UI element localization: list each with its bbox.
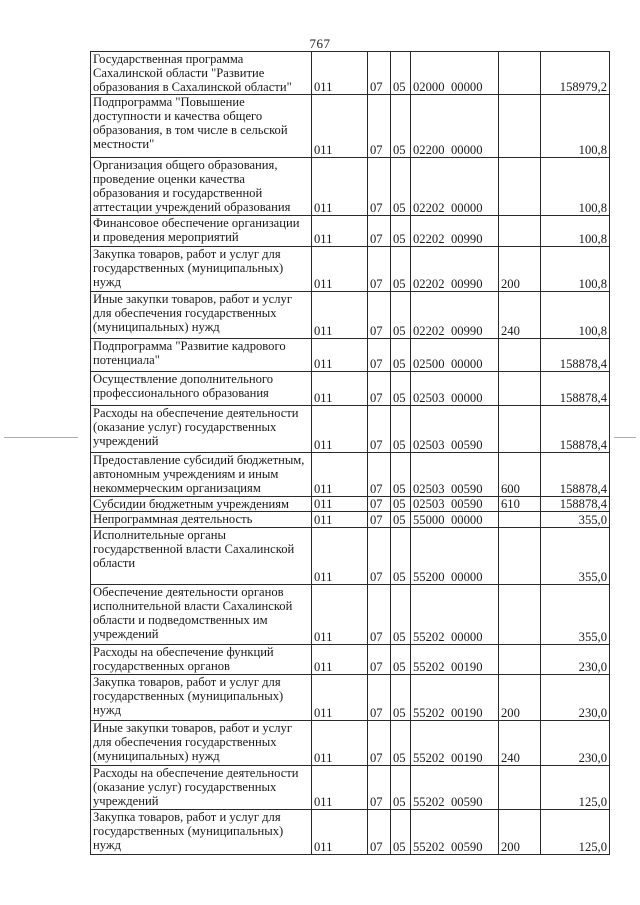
row-expense-type-code xyxy=(499,645,541,675)
row-target-article xyxy=(411,158,499,216)
row-amount: 158878,4 xyxy=(541,339,610,372)
row-target-direction-code: 00000 xyxy=(451,143,483,157)
row-amount: 355,0 xyxy=(541,528,610,585)
row-expense-type-code xyxy=(499,766,541,810)
row-subsection-code: 05 xyxy=(391,292,411,339)
row-expense-type-code xyxy=(499,406,541,453)
row-target-program-code: 55202 xyxy=(413,840,445,854)
row-target-direction-code: 00590 xyxy=(451,840,483,854)
budget-table xyxy=(90,51,610,855)
row-subsection-code: 05 xyxy=(391,645,411,675)
row-expense-type-code xyxy=(499,339,541,372)
row-target-direction-code: 00000 xyxy=(451,630,483,644)
row-ved-code: 011 xyxy=(312,512,368,528)
row-target-article xyxy=(411,585,499,645)
row-target-article xyxy=(411,247,499,292)
row-expense-type-code: 200 xyxy=(499,675,541,721)
row-target-article xyxy=(411,645,499,675)
row-section-code: 07 xyxy=(368,810,391,855)
table-row xyxy=(91,810,610,855)
row-target-direction-code: 00590 xyxy=(451,795,483,809)
table-row xyxy=(91,292,610,339)
row-expense-type-code xyxy=(499,372,541,406)
row-subsection-code: 05 xyxy=(391,339,411,372)
row-section-code: 07 xyxy=(368,292,391,339)
row-section-code: 07 xyxy=(368,406,391,453)
row-amount: 158878,4 xyxy=(541,372,610,406)
row-target-article xyxy=(411,810,499,855)
row-expense-type-code xyxy=(499,512,541,528)
row-name: Расходы на обеспечение деятельности (оказание услуг) государственных учреждений xyxy=(91,766,312,810)
row-expense-type-code xyxy=(499,585,541,645)
row-target-direction-code: 00190 xyxy=(451,660,483,674)
row-target-direction-code: 00590 xyxy=(451,497,483,511)
row-target-article xyxy=(411,766,499,810)
row-ved-code: 011 xyxy=(312,158,368,216)
row-expense-type-code: 240 xyxy=(499,292,541,339)
row-target-program-code: 55000 xyxy=(413,513,445,527)
row-ved-code: 011 xyxy=(312,52,368,95)
row-expense-type-code xyxy=(499,158,541,216)
row-target-program-code: 55202 xyxy=(413,630,445,644)
scan-artifact-left xyxy=(4,437,78,438)
row-subsection-code: 05 xyxy=(391,52,411,95)
row-subsection-code: 05 xyxy=(391,585,411,645)
row-subsection-code: 05 xyxy=(391,372,411,406)
row-subsection-code: 05 xyxy=(391,512,411,528)
row-target-program-code: 02503 xyxy=(413,391,445,405)
row-ved-code: 011 xyxy=(312,766,368,810)
row-section-code: 07 xyxy=(368,766,391,810)
row-name: Организация общего образования, проведение оценки качества образования и государственной аттестации учреждений образования xyxy=(91,158,312,216)
row-subsection-code: 05 xyxy=(391,453,411,497)
row-name: Предоставление субсидий бюджетным, автономным учреждениям и иным некоммерческим организациям xyxy=(91,453,312,497)
row-section-code: 07 xyxy=(368,372,391,406)
row-name: Осуществление дополнительного профессионального образования xyxy=(91,372,312,406)
row-target-direction-code: 00990 xyxy=(451,232,483,246)
row-ved-code: 011 xyxy=(312,810,368,855)
row-target-direction-code: 00590 xyxy=(451,438,483,452)
table-row xyxy=(91,52,610,95)
row-target-direction-code: 00000 xyxy=(451,570,483,584)
row-section-code: 07 xyxy=(368,512,391,528)
row-name: Подпрограмма "Развитие кадрового потенциала" xyxy=(91,339,312,372)
row-section-code: 07 xyxy=(368,721,391,766)
row-section-code: 07 xyxy=(368,95,391,158)
row-amount: 230,0 xyxy=(541,675,610,721)
row-target-program-code: 02503 xyxy=(413,497,445,511)
table-row xyxy=(91,528,610,585)
row-expense-type-code xyxy=(499,216,541,247)
row-amount: 158979,2 xyxy=(541,52,610,95)
row-target-direction-code: 00990 xyxy=(451,277,483,291)
row-expense-type-code: 240 xyxy=(499,721,541,766)
row-amount: 158878,4 xyxy=(541,406,610,453)
row-amount: 355,0 xyxy=(541,512,610,528)
row-ved-code: 011 xyxy=(312,95,368,158)
row-amount: 100,8 xyxy=(541,216,610,247)
row-ved-code: 011 xyxy=(312,645,368,675)
row-name: Расходы на обеспечение деятельности (оказание услуг) государственных учреждений xyxy=(91,406,312,453)
row-subsection-code: 05 xyxy=(391,810,411,855)
row-target-program-code: 55202 xyxy=(413,706,445,720)
table-row xyxy=(91,766,610,810)
row-expense-type-code xyxy=(499,52,541,95)
row-target-program-code: 55202 xyxy=(413,660,445,674)
row-target-direction-code: 00000 xyxy=(451,80,483,94)
row-section-code: 07 xyxy=(368,339,391,372)
row-target-direction-code: 00190 xyxy=(451,751,483,765)
table-row xyxy=(91,585,610,645)
scan-artifact-right xyxy=(614,437,636,438)
row-expense-type-code: 200 xyxy=(499,247,541,292)
row-section-code: 07 xyxy=(368,675,391,721)
row-target-program-code: 55200 xyxy=(413,570,445,584)
row-name: Расходы на обеспечение функций государственных органов xyxy=(91,645,312,675)
row-target-program-code: 02503 xyxy=(413,438,445,452)
table-row xyxy=(91,721,610,766)
row-amount: 355,0 xyxy=(541,585,610,645)
row-name: Закупка товаров, работ и услуг для государственных (муниципальных) нужд xyxy=(91,675,312,721)
row-target-article xyxy=(411,512,499,528)
table-row xyxy=(91,158,610,216)
table-row xyxy=(91,372,610,406)
row-section-code: 07 xyxy=(368,528,391,585)
row-ved-code: 011 xyxy=(312,372,368,406)
row-target-article xyxy=(411,406,499,453)
row-expense-type-code: 200 xyxy=(499,810,541,855)
row-target-program-code: 02202 xyxy=(413,277,445,291)
row-subsection-code: 05 xyxy=(391,216,411,247)
row-target-program-code: 02500 xyxy=(413,357,445,371)
row-subsection-code: 05 xyxy=(391,675,411,721)
row-expense-type-code xyxy=(499,95,541,158)
row-amount: 100,8 xyxy=(541,247,610,292)
row-ved-code: 011 xyxy=(312,528,368,585)
row-amount: 230,0 xyxy=(541,721,610,766)
row-ved-code: 011 xyxy=(312,585,368,645)
budget-table-body xyxy=(91,52,610,855)
row-target-direction-code: 00990 xyxy=(451,324,483,338)
row-target-program-code: 55202 xyxy=(413,795,445,809)
row-subsection-code: 05 xyxy=(391,158,411,216)
row-section-code: 07 xyxy=(368,52,391,95)
row-subsection-code: 05 xyxy=(391,497,411,512)
row-section-code: 07 xyxy=(368,497,391,512)
row-name: Субсидии бюджетным учреждениям xyxy=(91,497,312,512)
row-amount: 100,8 xyxy=(541,158,610,216)
row-ved-code: 011 xyxy=(312,292,368,339)
table-row xyxy=(91,512,610,528)
table-row xyxy=(91,216,610,247)
row-target-article xyxy=(411,216,499,247)
row-amount: 230,0 xyxy=(541,645,610,675)
row-target-direction-code: 00000 xyxy=(451,357,483,371)
table-row xyxy=(91,406,610,453)
row-target-direction-code: 00000 xyxy=(451,391,483,405)
row-section-code: 07 xyxy=(368,247,391,292)
row-name: Иные закупки товаров, работ и услуг для обеспечения государственных (муниципальных) нужд xyxy=(91,721,312,766)
row-section-code: 07 xyxy=(368,645,391,675)
row-target-article xyxy=(411,372,499,406)
row-name: Иные закупки товаров, работ и услуг для обеспечения государственных (муниципальных) нужд xyxy=(91,292,312,339)
page-number: 767 xyxy=(309,36,331,51)
table-row xyxy=(91,247,610,292)
row-ved-code: 011 xyxy=(312,247,368,292)
row-name: Финансовое обеспечение организации и проведения мероприятий xyxy=(91,216,312,247)
row-section-code: 07 xyxy=(368,453,391,497)
table-row xyxy=(91,645,610,675)
row-name: Непрограммная деятельность xyxy=(91,512,312,528)
row-target-program-code: 02202 xyxy=(413,201,445,215)
row-name: Обеспечение деятельности органов исполнительной власти Сахалинской области и подведомственных им учреждений xyxy=(91,585,312,645)
row-target-direction-code: 00190 xyxy=(451,706,483,720)
row-target-program-code: 02202 xyxy=(413,232,445,246)
row-target-article xyxy=(411,453,499,497)
row-target-article xyxy=(411,497,499,512)
row-amount: 158878,4 xyxy=(541,453,610,497)
row-target-program-code: 02200 xyxy=(413,143,445,157)
row-name: Подпрограмма "Повышение доступности и качества общего образования, в том числе в сельской местности" xyxy=(91,95,312,158)
row-ved-code: 011 xyxy=(312,453,368,497)
row-name: Государственная программа Сахалинской области "Развитие образования в Сахалинской области" xyxy=(91,52,312,95)
row-amount: 158878,4 xyxy=(541,497,610,512)
row-ved-code: 011 xyxy=(312,406,368,453)
row-target-direction-code: 00000 xyxy=(451,513,483,527)
row-target-program-code: 02503 xyxy=(413,482,445,496)
row-name: Исполнительные органы государственной власти Сахалинской области xyxy=(91,528,312,585)
row-target-article xyxy=(411,52,499,95)
row-amount: 125,0 xyxy=(541,766,610,810)
row-expense-type-code xyxy=(499,528,541,585)
row-target-program-code: 55202 xyxy=(413,751,445,765)
row-target-article xyxy=(411,95,499,158)
row-subsection-code: 05 xyxy=(391,721,411,766)
row-ved-code: 011 xyxy=(312,675,368,721)
row-target-article xyxy=(411,721,499,766)
row-subsection-code: 05 xyxy=(391,406,411,453)
row-amount: 100,8 xyxy=(541,292,610,339)
row-expense-type-code: 600 xyxy=(499,453,541,497)
row-target-article xyxy=(411,339,499,372)
row-subsection-code: 05 xyxy=(391,528,411,585)
row-section-code: 07 xyxy=(368,585,391,645)
row-amount: 100,8 xyxy=(541,95,610,158)
row-target-article xyxy=(411,675,499,721)
table-row xyxy=(91,339,610,372)
row-section-code: 07 xyxy=(368,158,391,216)
table-row xyxy=(91,95,610,158)
row-ved-code: 011 xyxy=(312,497,368,512)
row-ved-code: 011 xyxy=(312,339,368,372)
row-expense-type-code: 610 xyxy=(499,497,541,512)
row-section-code: 07 xyxy=(368,216,391,247)
table-row xyxy=(91,453,610,497)
row-subsection-code: 05 xyxy=(391,766,411,810)
table-row xyxy=(91,675,610,721)
table-row xyxy=(91,497,610,512)
row-target-program-code: 02202 xyxy=(413,324,445,338)
row-name: Закупка товаров, работ и услуг для государственных (муниципальных) нужд xyxy=(91,810,312,855)
row-target-direction-code: 00000 xyxy=(451,201,483,215)
row-name: Закупка товаров, работ и услуг для государственных (муниципальных) нужд xyxy=(91,247,312,292)
row-subsection-code: 05 xyxy=(391,95,411,158)
row-amount: 125,0 xyxy=(541,810,610,855)
row-target-direction-code: 00590 xyxy=(451,482,483,496)
row-ved-code: 011 xyxy=(312,216,368,247)
row-ved-code: 011 xyxy=(312,721,368,766)
row-target-article xyxy=(411,528,499,585)
row-target-article xyxy=(411,292,499,339)
row-target-program-code: 02000 xyxy=(413,80,445,94)
row-subsection-code: 05 xyxy=(391,247,411,292)
